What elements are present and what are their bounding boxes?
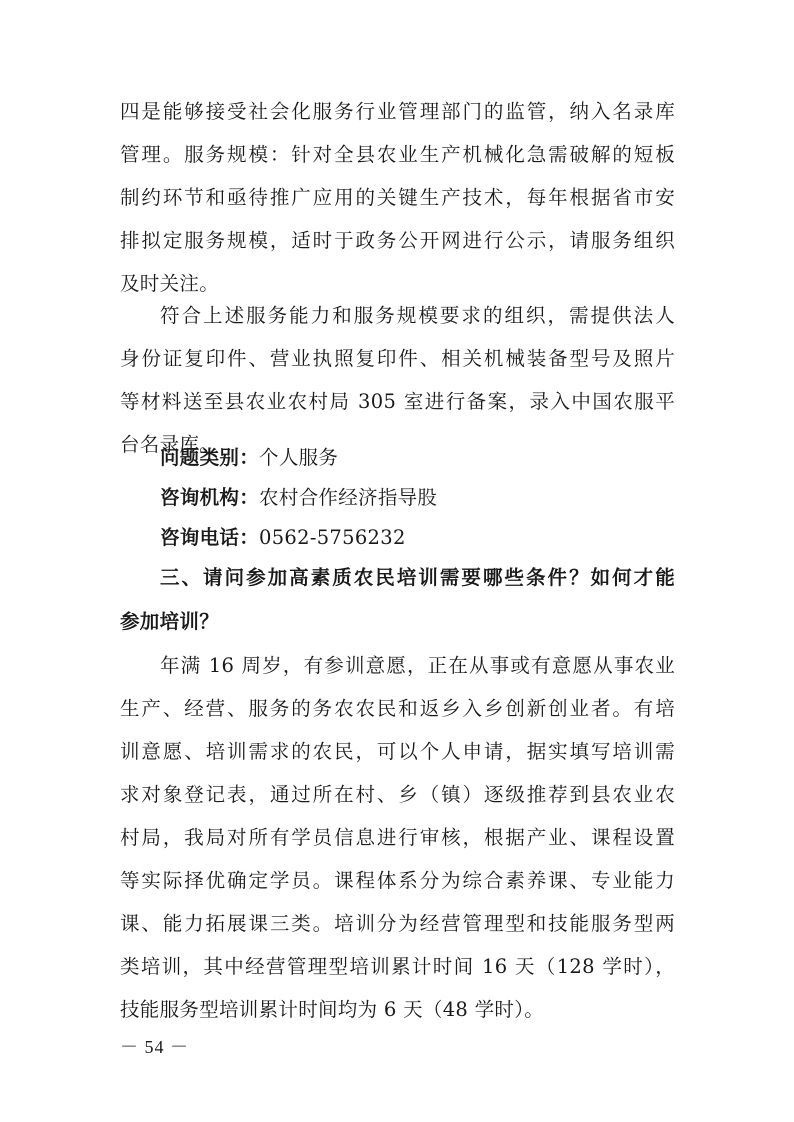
consult-agency-label: 咨询机构： xyxy=(160,486,260,509)
paragraph-2-line-4: 台名录库。 xyxy=(120,433,220,456)
page-number: － 54 － xyxy=(120,1037,189,1057)
question-category-label: 问题类别： xyxy=(160,446,260,469)
paragraph-1-line-3: 制约环节和亟待推广应用的关键生产技术，每年根据省市安 xyxy=(120,186,675,209)
paragraph-1-line-2: 管理。服务规模：针对全县农业生产机械化急需破解的短板 xyxy=(120,143,675,166)
consult-phone-row xyxy=(160,526,675,550)
paragraph-1-line-5: 及时关注。 xyxy=(120,272,220,295)
paragraph-3-line-3: 训意愿、培训需求的农民，可以个人申请，据实填写培训需 xyxy=(120,740,675,763)
paragraph-1-line-1: 四是能够接受社会化服务行业管理部门的监管，纳入名录库 xyxy=(120,100,675,123)
consult-agency-value: 农村合作经济指导股 xyxy=(259,486,438,509)
consult-phone-value: 0562-5756232 xyxy=(259,526,406,549)
paragraph-3-line-4: 求对象登记表，通过所在村、乡（镇）逐级推荐到县农业农 xyxy=(120,783,675,806)
paragraph-3-line-2: 生产、经营、服务的务农农民和返乡入乡创新创业者。有培 xyxy=(120,697,675,720)
paragraph-3-line-6: 等实际择优确定学员。课程体系分为综合素养课、专业能力 xyxy=(120,869,675,892)
paragraph-2-line-3: 等材料送至县农业农村局 305 室进行备案，录入中国农服平 xyxy=(120,390,675,413)
paragraph-3-line-5: 村局，我局对所有学员信息进行审核，根据产业、课程设置 xyxy=(120,826,675,849)
paragraph-1-line-4: 排拟定服务规模，适时于政务公开网进行公示，请服务组织 xyxy=(120,229,675,252)
question-category-row xyxy=(160,446,675,470)
paragraph-3-line-9: 技能服务型培训累计时间均为 6 天（48 学时）。 xyxy=(120,998,545,1021)
paragraph-3-line-7: 课、能力拓展课三类。培训分为经营管理型和技能服务型两 xyxy=(120,912,675,935)
consult-agency-row xyxy=(160,486,675,510)
consult-phone-label: 咨询电话： xyxy=(160,526,260,549)
paragraph-3-line-1: 年满 16 周岁，有参训意愿，正在从事或有意愿从事农业 xyxy=(160,654,675,677)
paragraph-3-line-8: 类培训，其中经营管理型培训累计时间 16 天（128 学时）， xyxy=(120,955,675,978)
question-3-heading-line-2: 参加培训？ xyxy=(120,610,220,633)
question-category-value: 个人服务 xyxy=(259,446,339,469)
paragraph-2-line-1: 符合上述服务能力和服务规模要求的组织，需提供法人 xyxy=(160,304,675,327)
paragraph-2-line-2: 身份证复印件、营业执照复印件、相关机械装备型号及照片 xyxy=(120,347,675,370)
question-3-heading-line-1: 三、请问参加高素质农民培训需要哪些条件？如何才能 xyxy=(160,566,675,589)
